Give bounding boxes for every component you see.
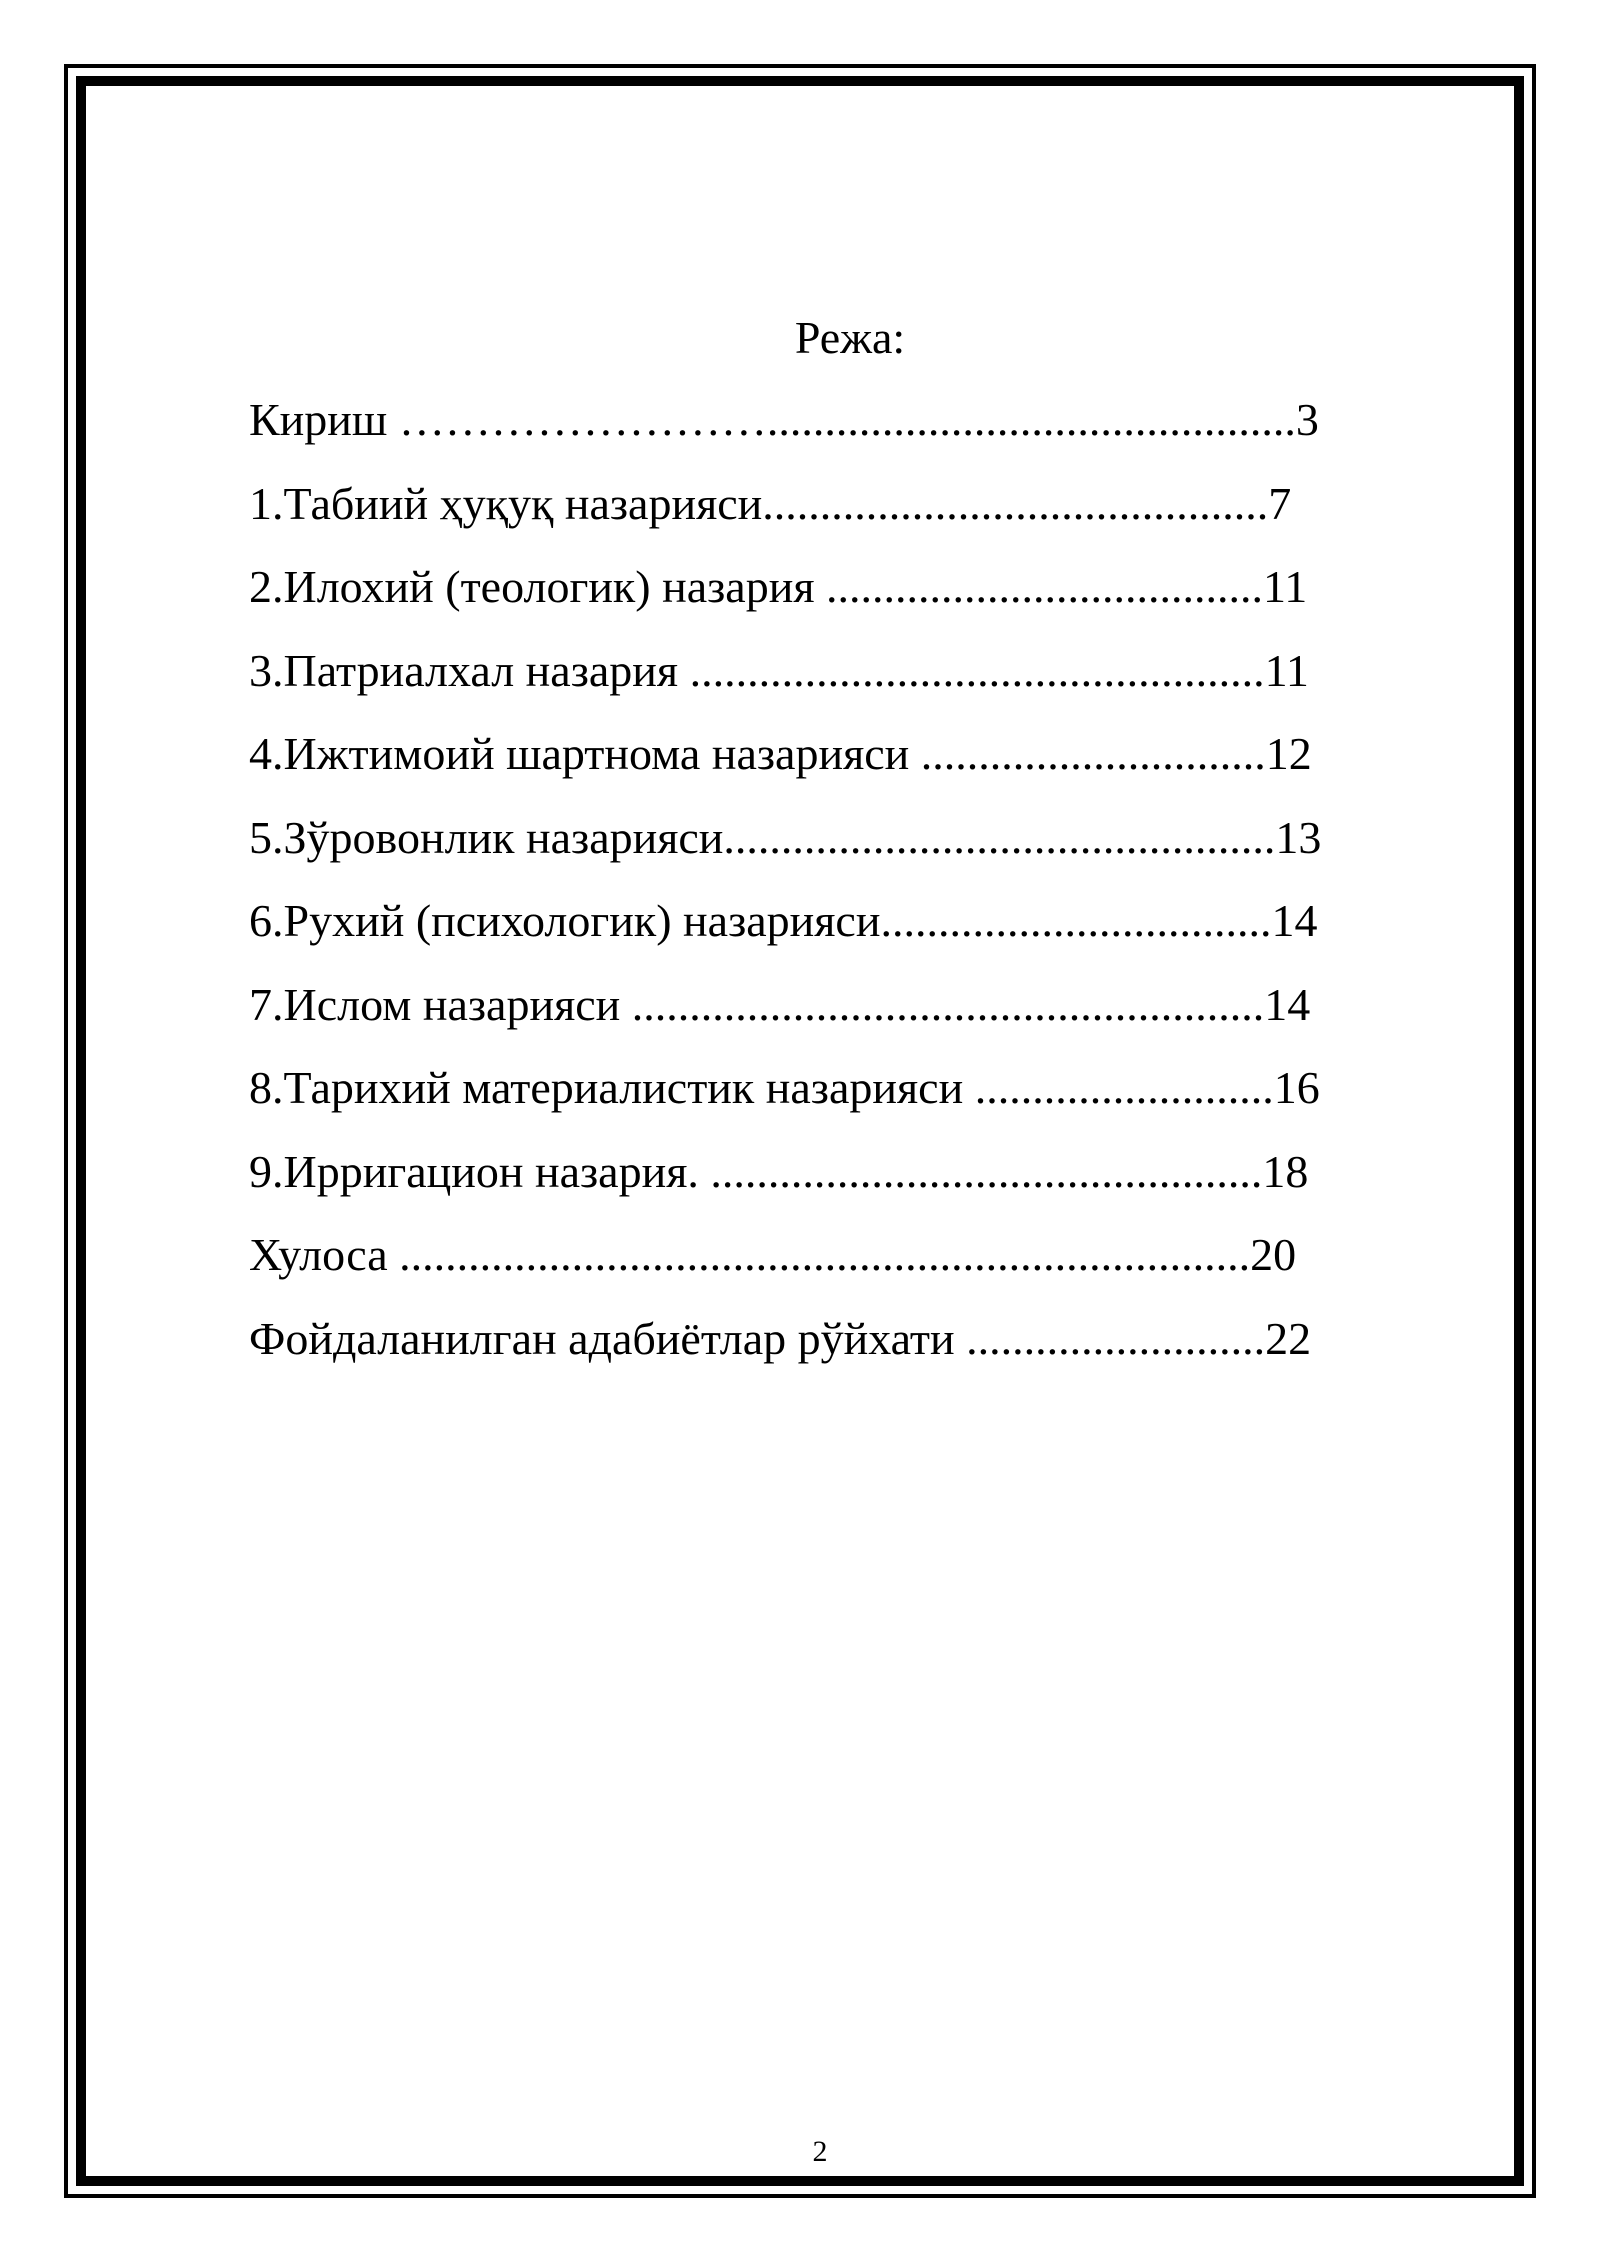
toc-entry: 4.Ижтимоий шартнома назарияси ..............................12: [249, 728, 1312, 779]
toc-entry: 6.Рухий (психологик) назарияси..................................14: [249, 895, 1318, 946]
toc-entry: 3.Патриалхал назария ..................................................11: [249, 644, 1309, 696]
page-title: Режа:: [794, 312, 906, 363]
toc-entry: 1.Табиий ҳуқуқ назарияси............................................7: [249, 477, 1292, 529]
toc-entry: Кириш ……………………..............................................3: [249, 394, 1319, 445]
toc-entry: Хулоса ..........................................................................20: [249, 1229, 1297, 1280]
toc-entry: 7.Ислом назарияси .......................................................14: [249, 978, 1311, 1030]
table-of-contents: [249, 390, 1399, 1392]
page-number: 2: [812, 2135, 828, 2168]
toc-entry: 5.Зўровонлик назарияси................................................13: [249, 811, 1322, 863]
toc-entry: 9.Ирригацион назария. ................................................18: [249, 1145, 1309, 1197]
toc-entry: 2.Илохий (теологик) назария ......................................11: [249, 561, 1308, 612]
toc-entry: Фойдаланилган адабиётлар рўйхати ..........................22: [249, 1312, 1312, 1364]
toc-entry: 8.Тарихий материалистик назарияси ..........................16: [249, 1062, 1320, 1113]
